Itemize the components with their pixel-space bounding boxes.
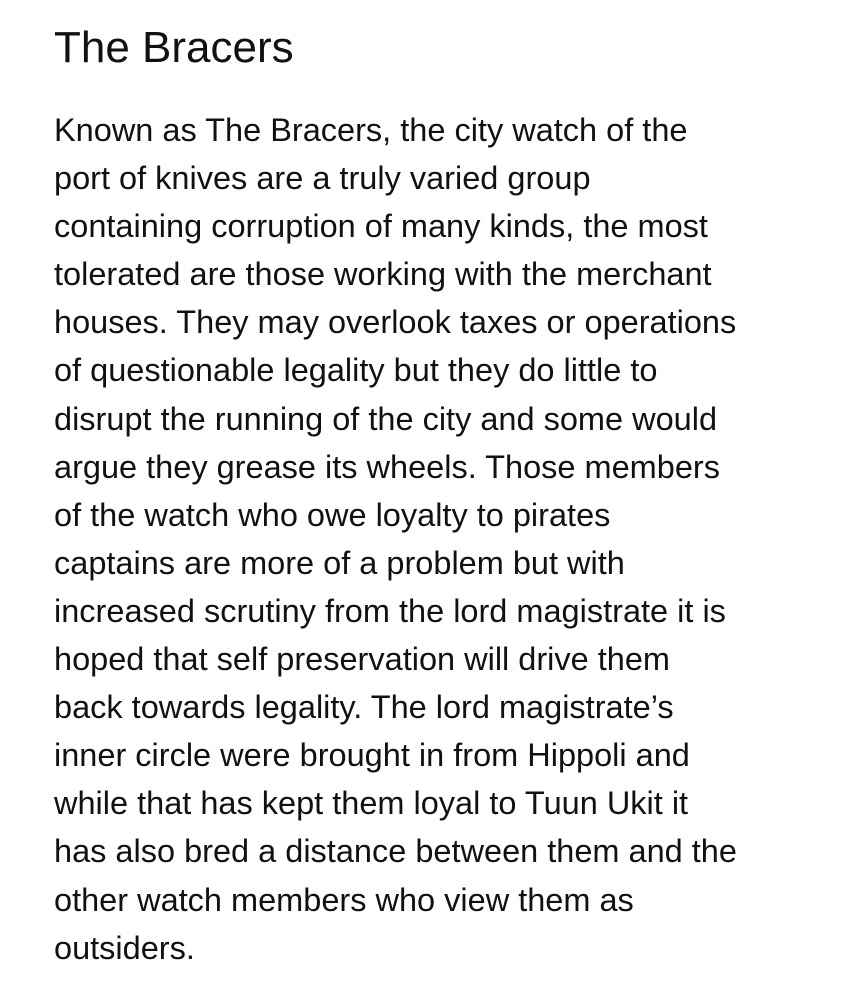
body-line: argue they grease its wheels. Those members (54, 448, 720, 485)
body-line: tolerated are those working with the merchant (54, 256, 712, 293)
body-line: of the watch who owe loyalty to pirates (54, 496, 611, 533)
document-body (54, 106, 844, 972)
body-line: disrupt the running of the city and some would (54, 400, 718, 437)
body-line: of questionable legality but they do little to (54, 352, 658, 389)
body-line: Known as The Bracers, the city watch of the (54, 112, 688, 148)
body-line: increased scrutiny from the lord magistrate it is (54, 592, 726, 629)
body-line: has also bred a distance between them and the (54, 833, 737, 870)
body-line: inner circle were brought in from Hippoli and (54, 737, 690, 774)
body-line: outsiders. (54, 929, 195, 966)
document-title: The Bracers (54, 23, 294, 72)
body-line: other watch members who view them as (54, 881, 634, 918)
body-line: port of knives are a truly varied group (54, 160, 591, 197)
body-line: while that has kept them loyal to Tuun Ukit it (54, 785, 689, 822)
body-line: houses. They may overlook taxes or operations (54, 304, 737, 341)
body-line: back towards legality. The lord magistrate’s (54, 689, 674, 726)
body-line: containing corruption of many kinds, the most (54, 208, 708, 245)
body-line: hoped that self preservation will drive them (54, 641, 671, 678)
body-line: captains are more of a problem but with (54, 544, 625, 581)
